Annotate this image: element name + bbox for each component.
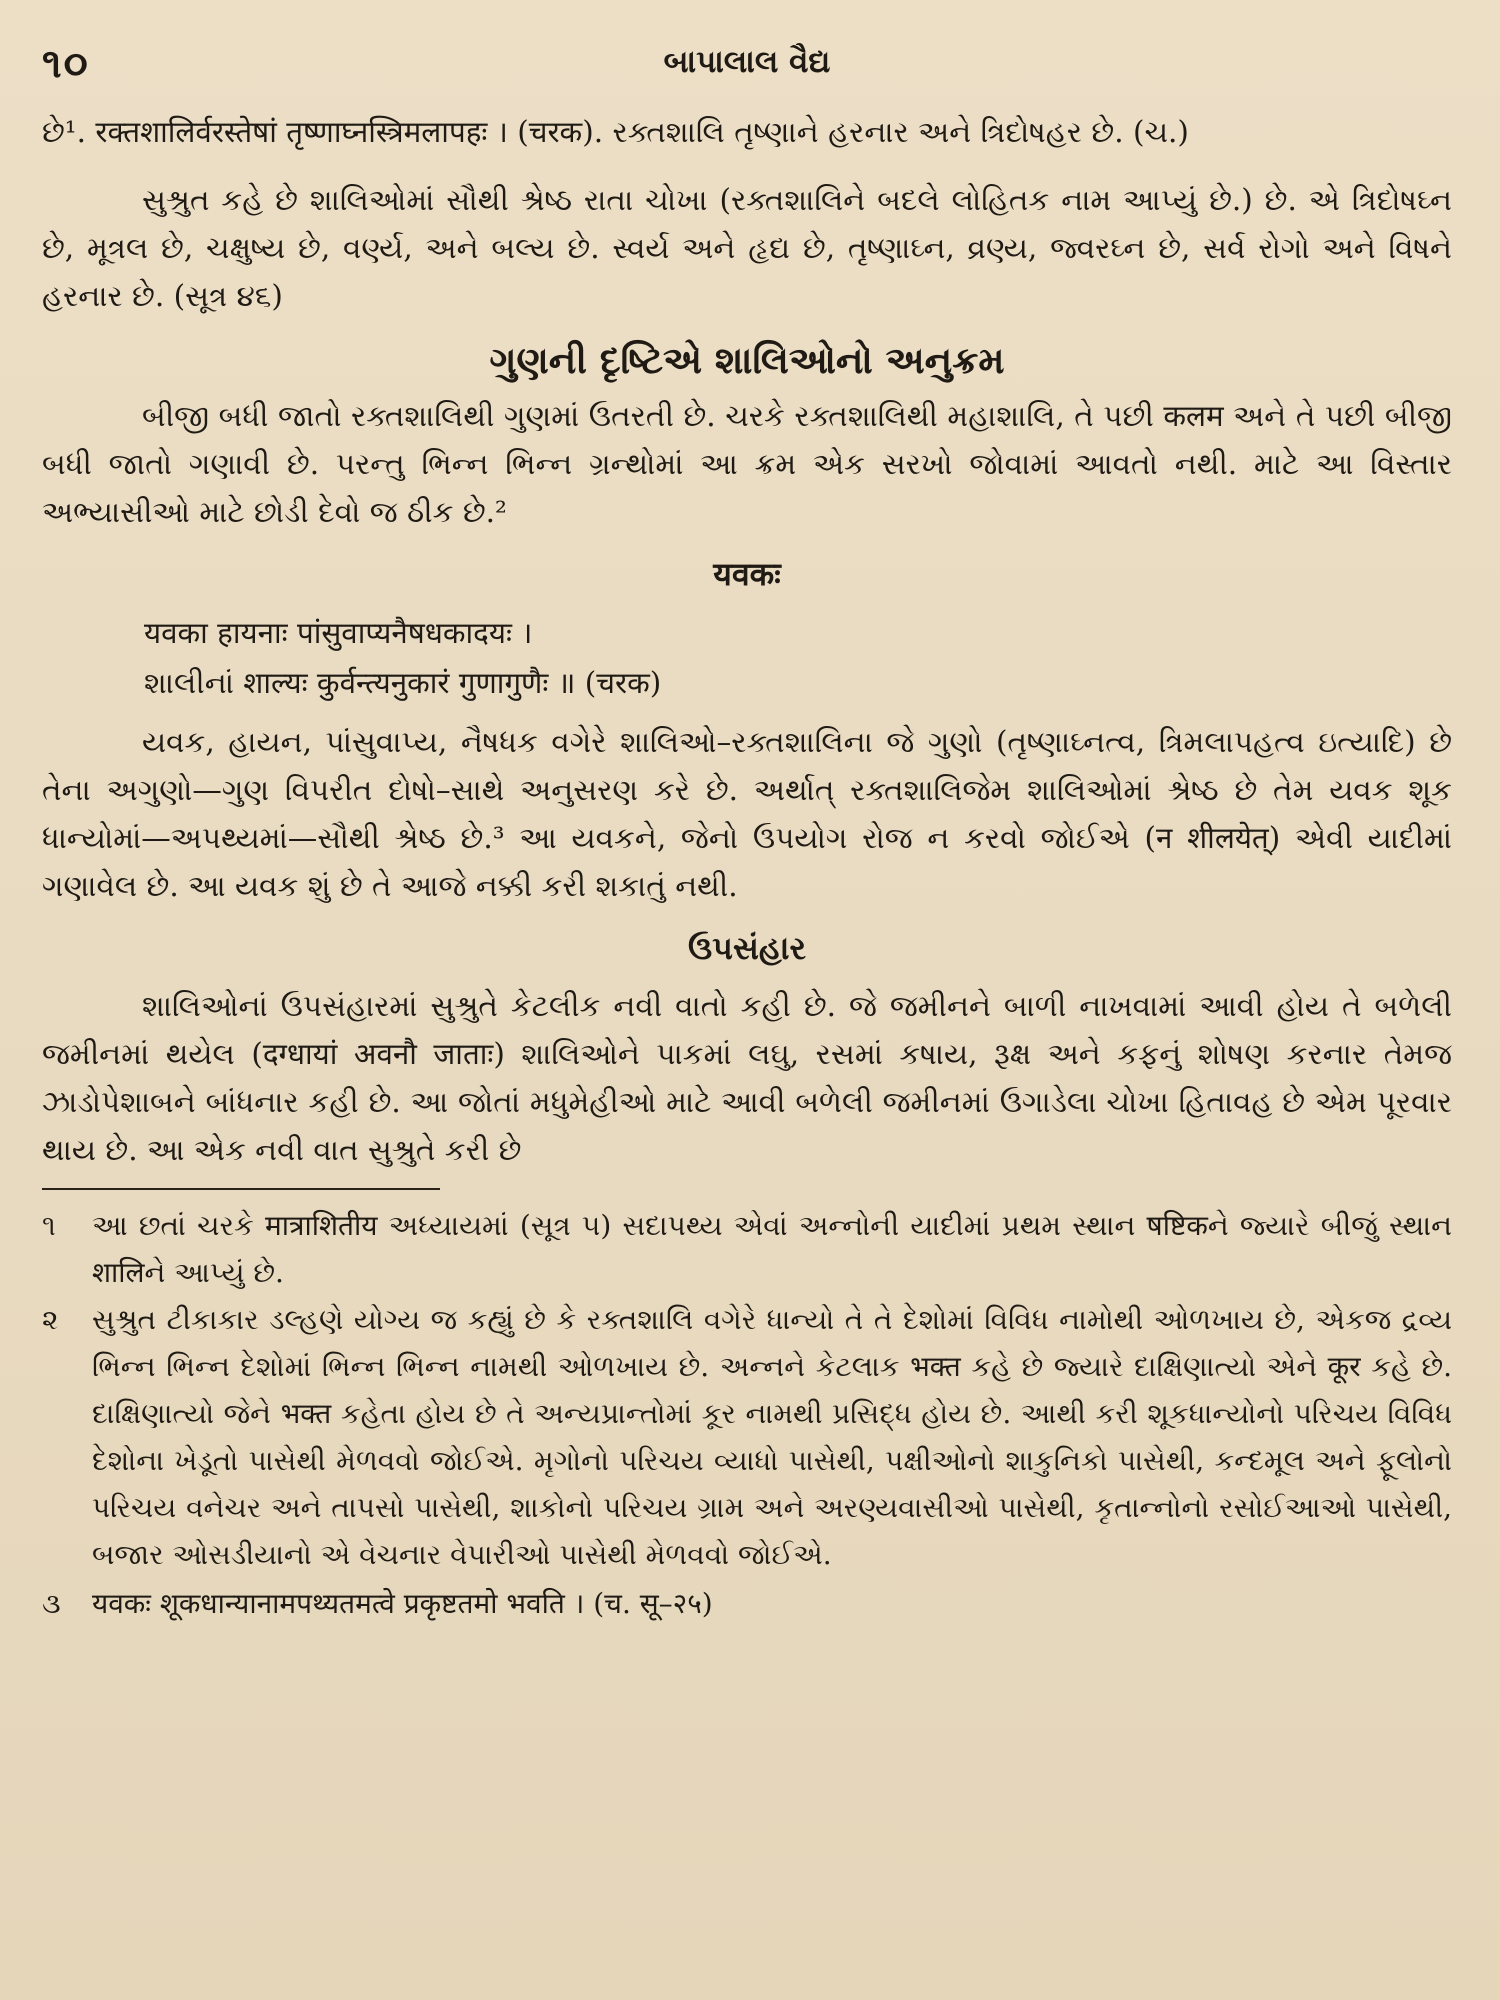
footnote-number: ૨ <box>42 1303 59 1336</box>
section-heading-order: ગુણની દૃષ્ટિએ શાલિઓનો અનુક્રમ <box>489 338 1005 382</box>
footnote-divider <box>42 1188 440 1190</box>
verse-line-1: यवका हायनाः पांसुवाप्यनैषधकादयः । <box>144 616 533 650</box>
intro-paragraph: છે¹. रक्तशालिर्वरस्तेषां तृष्णाघ्नस्त्रिमलापहः । (चरक). રક્તશાલિ તૃષ્ણાને હરનાર અને ત્રિદોષહર છે. (ચ.) <box>42 115 1189 149</box>
page-header <box>42 40 1452 102</box>
section-heading-upasamhar: ઉપસંહાર <box>687 929 807 967</box>
sushruta-paragraph: સુશ્રુત કહે છે શાલિઓમાં સૌથી શ્રેષ્ઠ રાતા ચોખા (રક્તશાલિને બદલે લોહિતક નામ આપ્યું છે.) છે. એ ત્રિદોષઘ્ન છે, મૂત્રલ છે, ચક્ષુષ્ય છે, વર્ણ્ય, અને બલ્ય છે. સ્વર્ય અને હૃદ્ય છે, તૃષ્ણાઘ્ન, વ્રણ્ય, જ્વરઘ્ન છે, સર્વ રોગો અને વિષને હરનાર છે. (સૂત્ર ૪૬) <box>42 183 1452 313</box>
running-head: બાપાલાલ વૈદ્ય <box>663 44 831 80</box>
upasamhar-paragraph: શાલિઓનાં ઉપસંહારમાં સુશ્રુતે કેટલીક નવી વાતો કહી છે. જે જમીનને બાળી નાખવામાં આવી હોય તે બળેલી જમીનમાં થયેલ (दग्धायां अवनौ जाताः) શાલિઓને પાકમાં લઘુ, રસમાં કષાય, રૂક્ષ અને કફનું શોષણ કરનાર તેમજ ઝાડોપેશાબને બાંધનાર કહી છે. આ જોતાં મધુમેહીઓ માટે આવી બળેલી જમીનમાં ઉગાડેલા ચોખા હિતાવહ છે એમ પૂરવાર થાય છે. આ એક નવી વાત સુશ્રુતે કરી છે <box>42 989 1452 1167</box>
yavaka-paragraph: યવક, હાયન, પાંસુવાપ્ય, નૈષધક વગેરે શાલિઓ–રક્તશાલિના જે ગુણો (તૃષ્ણાઘ્નત્વ, ત્રિમલાપહત્વ ઇત્યાદિ) છે તેના અગુણો—ગુણ વિપરીત દોષો–સાથે અનુસરણ કરે છે. અર્થાત્ રક્તશાલિજેમ શાલિઓમાં શ્રેષ્ઠ છે તેમ યવક શૂક ધાન્યોમાં—અપથ્યમાં—સૌથી શ્રેષ્ઠ છે.³ આ યવકને, જેનો ઉપયોગ રોજ ન કરવો જોઈએ (न शीलयेत्) એવી યાદીમાં ગણાવેલ છે. આ યવક શું છે તે આજે નક્કી કરી શકાતું નથી. <box>42 725 1452 903</box>
footnote-1 <box>42 1202 1452 1296</box>
verse-line-2: શાલીનાં शाल्यः कुर्वन्त्यनुकारं गुणागुणैः ॥ (चरक) <box>144 666 662 700</box>
footnote-3 <box>42 1580 1452 1627</box>
footnote-text: સુશ્રુત ટીકાકાર ડલ્હણે યોગ્ય જ કહ્યું છે કે રક્તશાલિ વગેરે ધાન્યો તે તે દેશોમાં વિવિધ નામોથી ઓળખાય છે, એકજ દ્રવ્ય ભિન્ન ભિન્ન દેશોમાં ભિન્ન ભિન્ન નામથી ઓળખાય છે. અન્નને કેટલાક भक्त કહે છે જ્યારે દાક્ષિણાત્યો એને कूर કહે છે. દાક્ષિણાત્યો જેને भक्त કહેતા હોય છે તે અન્યપ્રાન્તોમાં કૂર નામથી પ્રસિદ્ધ હોય છે. આથી કરી શૂકધાન્યોનો પરિચય વિવિધ દેશોના ખેડૂતો પાસેથી મેળવવો જોઈએ. મૃગોનો પરિચય વ્યાધો પાસેથી, પક્ષીઓનો શાકુનિકો પાસેથી, કન્દમૂલ અને ફૂલોનો પરિચય વનેચર અને તાપસો પાસેથી, શાકોનો પરિચય ગ્રામ અને અરણ્યવાસીઓ પાસેથી, કૃતાન્નોનો રસોઈઆઓ પાસેથી, બજાર ઓસડીયાનો એ વેચનાર વેપારીઓ પાસેથી મેળવવો જોઈએ. <box>92 1303 1452 1571</box>
order-paragraph: બીજી બધી જાતો રક્તશાલિથી ગુણમાં ઉતરતી છે. ચરકે રક્તશાલિથી મહાશાલિ, તે પછી कलम અને તે પછી બીજી બધી જાતો ગણાવી છે. પરન્તુ ભિન્ન ભિન્ન ગ્રન્થોમાં આ ક્રમ એક સરખો જોવામાં આવતો નથી. માટે આ વિસ્તાર અભ્યાસીઓ માટે છોડી દેવો જ ઠીક છે.² <box>42 399 1452 529</box>
section-heading-yavaka: यवकः <box>713 555 781 593</box>
footnote-number: ૧ <box>42 1209 56 1242</box>
footnote-text: यवकः शूकधान्यानामपथ्यतमत्वे प्रकृष्टतमो भवति । (च. सू–२५) <box>92 1587 713 1620</box>
footnote-text: આ છતાં ચરકે मात्राशितीय અધ્યાયમાં (સૂત્ર ૫) સદાપથ્ય એવાં અન્નોની યાદીમાં પ્રથમ સ્થાન षष्टिकને જ્યારે બીજું સ્થાન शालिને આપ્યું છે. <box>92 1209 1452 1289</box>
footnote-2 <box>42 1296 1452 1578</box>
page-number: ૧૦ <box>42 40 90 87</box>
footnote-number: ૩ <box>42 1587 61 1620</box>
